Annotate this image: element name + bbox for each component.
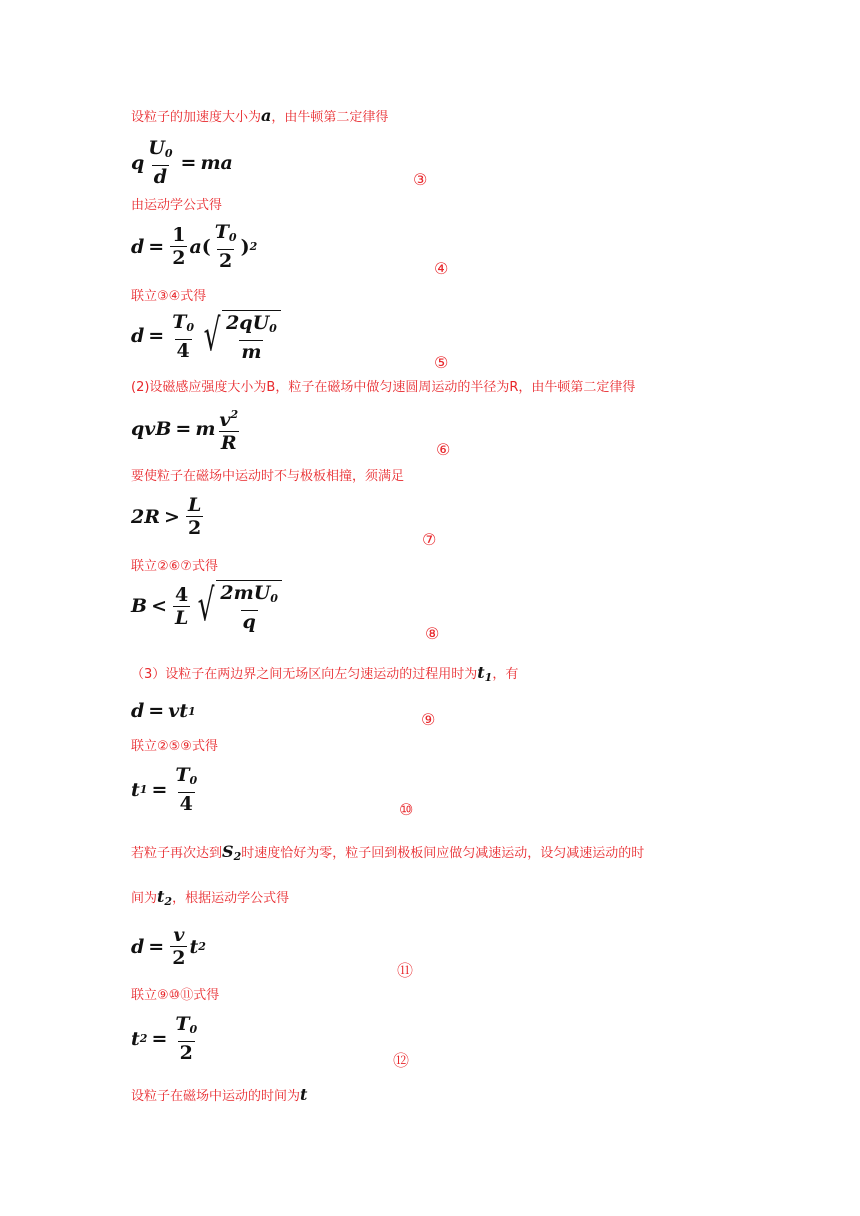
fraction xyxy=(170,925,187,968)
frac-numerator: 1 xyxy=(172,224,186,246)
frac-numerator: T xyxy=(175,764,190,786)
frac-numerator: 2qU xyxy=(226,312,270,334)
eq-operator: = xyxy=(148,325,165,347)
eq-term: a xyxy=(189,235,202,258)
fraction xyxy=(213,222,239,271)
text-line-magnetic-field: (2)设磁感应强度大小为B，粒子在磁场中做匀速圆周运动的半径为R，由牛顿第二定律得 xyxy=(131,380,636,395)
frac-denominator: 4 xyxy=(179,793,193,815)
math-variable: t xyxy=(300,1085,308,1104)
fraction xyxy=(170,225,187,268)
fraction xyxy=(224,313,279,362)
text-line-kinematics: 由运动学公式得 xyxy=(131,198,223,213)
equation-number-3: ③ xyxy=(413,170,428,189)
eq-term: q xyxy=(131,151,145,174)
text-segment: 间为 xyxy=(131,891,158,906)
frac-numerator: 2mU xyxy=(220,582,271,604)
frac-denominator: 4 xyxy=(176,339,190,362)
frac-numerator: T xyxy=(175,1013,190,1035)
frac-numerator: v xyxy=(173,924,185,946)
eq-term: d xyxy=(131,235,145,258)
equation-number-7: ⑦ xyxy=(422,530,437,549)
frac-numerator: U xyxy=(148,137,165,159)
equation-10 xyxy=(131,765,201,814)
subscript: 0 xyxy=(189,1023,198,1036)
subscript: 2 xyxy=(139,1032,148,1045)
equation-8 xyxy=(131,580,282,632)
text-segment: 时速度恰好为零，粒子回到极板间应做匀减速运动，设匀减速运动的时 xyxy=(241,846,645,861)
math-variable: $t_1$ xyxy=(477,663,493,684)
frac-numerator: 4 xyxy=(175,583,189,606)
equation-4 xyxy=(131,222,257,271)
eq-operator: = xyxy=(148,235,165,258)
frac-denominator: d xyxy=(153,166,168,188)
math-variable: a xyxy=(261,106,272,125)
text-segment: 设粒子在磁场中运动的时间为 xyxy=(131,1089,301,1104)
equation-number-9: ⑨ xyxy=(421,710,436,729)
eq-term: t xyxy=(131,778,140,801)
equation-number-12: ⑫ xyxy=(393,1051,410,1070)
subscript: 0 xyxy=(164,147,173,160)
equation-6 xyxy=(131,405,242,453)
superscript: 2 xyxy=(249,240,258,253)
text-line-field-free-region xyxy=(131,664,518,687)
frac-denominator: 2 xyxy=(179,1042,193,1064)
eq-operator: = xyxy=(148,935,165,958)
frac-denominator: m xyxy=(241,341,262,363)
subscript: 1 xyxy=(188,704,196,718)
fraction xyxy=(186,495,203,538)
eq-operator: = xyxy=(180,151,197,174)
eq-operator: < xyxy=(151,595,167,617)
frac-denominator: 2 xyxy=(172,247,186,269)
text-line-reach-s2 xyxy=(131,843,644,866)
math-variable: $S_2$ xyxy=(222,842,242,863)
text-segment: ，有 xyxy=(492,667,519,682)
eq-term: d xyxy=(131,700,145,722)
eq-operator: = xyxy=(151,1027,168,1050)
eq-term: qvB xyxy=(131,418,172,440)
equation-number-6: ⑥ xyxy=(436,440,451,459)
text-line-acceleration xyxy=(131,107,388,127)
text-segment: ，由牛顿第二定律得 xyxy=(271,110,389,125)
eq-term: 2R xyxy=(131,505,161,528)
frac-denominator: R xyxy=(220,432,237,454)
superscript: 2 xyxy=(230,408,239,421)
equation-12 xyxy=(131,1014,201,1063)
text-segment: （3）设粒子在两边界之间无场区向左匀速运动的过程用时为 xyxy=(131,667,478,682)
text-line-magnetic-time xyxy=(131,1086,307,1106)
fraction xyxy=(218,583,280,632)
equation-number-8: ⑧ xyxy=(425,624,440,643)
eq-term: m xyxy=(195,418,216,440)
paren: ) xyxy=(240,235,250,258)
text-line-combine-2-6-7: 联立②⑥⑦式得 xyxy=(131,559,218,574)
eq-term: t xyxy=(189,935,199,958)
subscript: 0 xyxy=(269,322,277,335)
square-root: √ $\frac{2qU_0}{m}$ xyxy=(198,310,281,362)
frac-numerator: v xyxy=(219,409,231,431)
square-root: √ $\frac{2mU_0}{q}$ xyxy=(192,580,282,632)
subscript: 0 xyxy=(228,231,237,244)
subscript: 0 xyxy=(270,592,278,605)
eq-operator: = xyxy=(175,418,192,440)
equation-number-11: ⑪ xyxy=(397,961,414,980)
math-variable: $t_2$ xyxy=(157,887,173,908)
text-line-combine-2-5-9: 联立②⑤⑨式得 xyxy=(131,739,218,754)
frac-denominator: L xyxy=(174,606,189,629)
frac-numerator: T xyxy=(172,310,187,333)
frac-numerator: T xyxy=(214,221,229,243)
text-line-combine-9-10-11: 联立⑨⑩⑪式得 xyxy=(131,988,220,1003)
text-line-time-t2 xyxy=(131,888,289,911)
eq-term: vt xyxy=(168,700,189,722)
text-segment: 若粒子再次达到 xyxy=(131,846,223,861)
eq-operator: = xyxy=(151,778,168,801)
frac-denominator: q xyxy=(242,611,256,633)
text-segment: 设粒子的加速度大小为 xyxy=(131,110,262,125)
subscript: 0 xyxy=(186,320,195,334)
eq-term: d xyxy=(131,935,145,958)
paren: ( xyxy=(201,235,211,258)
fraction xyxy=(146,138,174,187)
frac-numerator: L xyxy=(187,494,202,516)
subscript: 0 xyxy=(189,774,198,787)
eq-term: ma xyxy=(200,151,233,174)
equation-number-5: ⑤ xyxy=(434,353,449,372)
frac-denominator: 2 xyxy=(188,517,202,539)
equation-9 xyxy=(131,700,196,722)
frac-denominator: 2 xyxy=(219,250,233,272)
text-segment: ，根据运动学公式得 xyxy=(172,891,290,906)
fraction xyxy=(173,1014,199,1063)
frac-denominator: 2 xyxy=(172,947,186,969)
text-line-combine-3-4: 联立③④式得 xyxy=(131,289,207,304)
subscript: 2 xyxy=(198,940,206,953)
fraction xyxy=(173,585,190,628)
text-line-condition: 要使粒子在磁场中运动时不与极板相撞，须满足 xyxy=(131,469,405,484)
eq-operator: = xyxy=(148,700,165,722)
fraction xyxy=(170,312,196,361)
subscript: 1 xyxy=(139,783,148,796)
eq-term: B xyxy=(131,595,148,617)
fraction xyxy=(217,405,240,453)
eq-operator: > xyxy=(164,505,180,528)
equation-number-10: ⑩ xyxy=(399,800,414,819)
equation-5 xyxy=(131,310,281,362)
eq-term: d xyxy=(131,325,145,347)
fraction xyxy=(173,765,199,814)
equation-7 xyxy=(131,495,205,538)
equation-number-4: ④ xyxy=(434,259,449,278)
equation-11 xyxy=(131,925,206,968)
eq-term: t xyxy=(131,1027,140,1050)
equation-3 xyxy=(131,138,233,187)
